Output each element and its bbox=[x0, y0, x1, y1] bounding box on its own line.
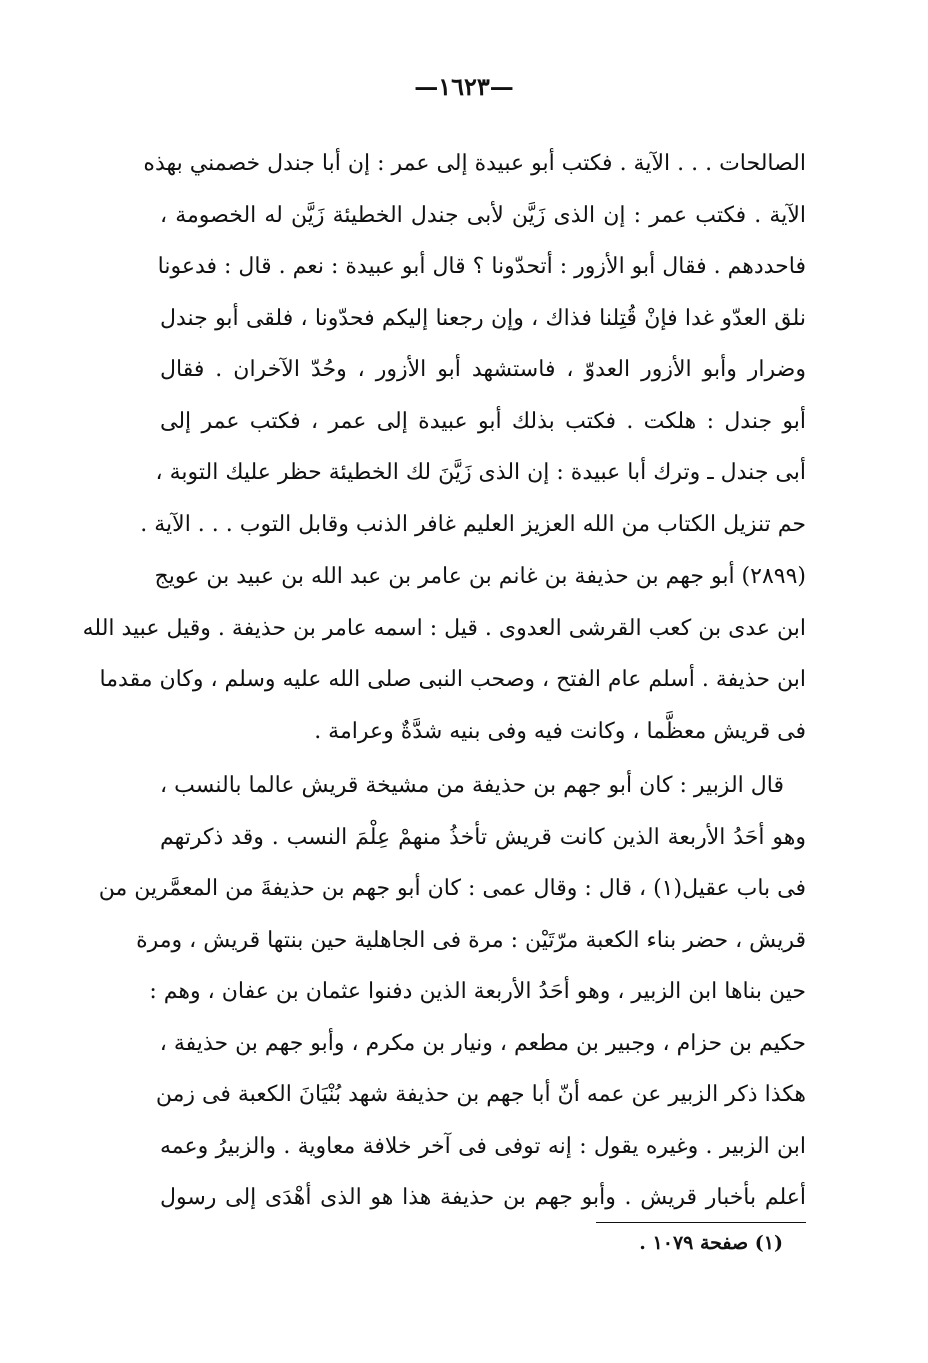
text-line: فى قريش معظَّما ، وكانت فيه وفى بنيه شدَّةٌ وعرامة . bbox=[314, 718, 806, 744]
text-line: حين بناها ابن الزبير ، وهو أحَدُ الأربعة الذين دفنوا عثمان بن عفان ، وهم : bbox=[149, 979, 806, 1004]
footnote: (١) صفحة ١٠٧٩ . bbox=[639, 1232, 783, 1254]
footnote-divider bbox=[596, 1222, 806, 1223]
text-line: أبو جندل : هلكت . فكتب بذلك أبو عبيدة إلى عمر ، فكتب عمر إلى bbox=[160, 408, 806, 434]
text-line: حكيم بن حزام ، وجبير بن مطعم ، ونيار بن مكرم ، وأبو جهم بن حذيفة ، bbox=[159, 1030, 806, 1056]
text-line: أبى جندل ـ وترك أبا عبيدة : إن الذى زَيَّنَ لك الخطيئة حظر عليك التوبة ، bbox=[155, 460, 806, 485]
text-line: ابن عدى بن كعب القرشى العدوى . قيل : اسمه عامر بن حذيفة . وقيل عبيد الله bbox=[82, 615, 806, 641]
text-line: حم تنزيل الكتاب من الله العزيز العليم غافر الذنب وقابل التوب . . . الآية . bbox=[140, 511, 806, 537]
text-line: الصالحات . . . الآية . فكتب أبو عبيدة إلى عمر : إن أبا جندل خصمني بهذه bbox=[143, 151, 806, 176]
text-line: هكذا ذكر الزبير عن عمه أنّ أبا جهم بن حذيفة شهد بُنْيَانَ الكعبة فى زمن bbox=[155, 1082, 806, 1107]
text-line: فى باب عقيل(١) ، قال : وقال عمى : كان أبو جهم بن حذيفةَ من المعمَّرين من bbox=[98, 876, 806, 901]
text-line: وضرار وأبو الأزور العدوّ ، فاستشهد أبو الأزور ، وحُدّ الآخران . فقال bbox=[160, 357, 806, 382]
text-line: فاحددهم . فقال أبو الأزور : أتحدّونا ؟ قال أبو عبيدة : نعم . قال : فدعونا bbox=[157, 254, 806, 279]
entry-heading-line: (٢٨٩٩) أبو جهم بن حذيفة بن غانم بن عامر بن عبد الله بن عبيد بن عويج bbox=[154, 564, 806, 589]
text-line: ابن حذيفة . أسلم عام الفتح ، وصحب النبى صلى الله عليه وسلم ، وكان مقدما bbox=[99, 667, 806, 692]
text-line: قريش ، حضر بناء الكعبة مرّتَيْن : مرة فى الجاهلية حين بنتها قريش ، ومرة bbox=[136, 927, 806, 953]
paragraph-zubair bbox=[98, 760, 806, 1224]
entry-abu-jahm bbox=[82, 551, 806, 757]
text-line: قال الزبير : كان أبو جهم بن حذيفة من مشيخة قريش عالما بالنسب ، bbox=[160, 773, 784, 798]
paragraph-continuation bbox=[140, 138, 806, 550]
text-line: نلق العدّو غدا فإنْ قُتِلنا فذاك ، وإن رجعنا إليكم فحدّونا ، فلقى أبو جندل bbox=[160, 305, 806, 331]
text-line: الآية . فكتب عمر : إن الذى زَيَّن لأبى جندل الخطيئة زَيَّن له الخصومة ، bbox=[160, 202, 806, 228]
text-line: ابن الزبير . وغيره يقول : إنه توفى فى آخر خلافة معاوية . والزبيرُ وعمه bbox=[160, 1133, 806, 1159]
text-line: وهو أحَدُ الأربعة الذين كانت قريش تأخذُ منهمْ عِلْمَ النسب . وقد ذكرتهم bbox=[160, 824, 806, 850]
text-line: أعلم بأخبار قريش . وأبو جهم بن حذيفة هذا هو الذى أهْدَى إلى رسول bbox=[160, 1185, 806, 1210]
page-number: —١٦٢٣— bbox=[414, 72, 514, 101]
